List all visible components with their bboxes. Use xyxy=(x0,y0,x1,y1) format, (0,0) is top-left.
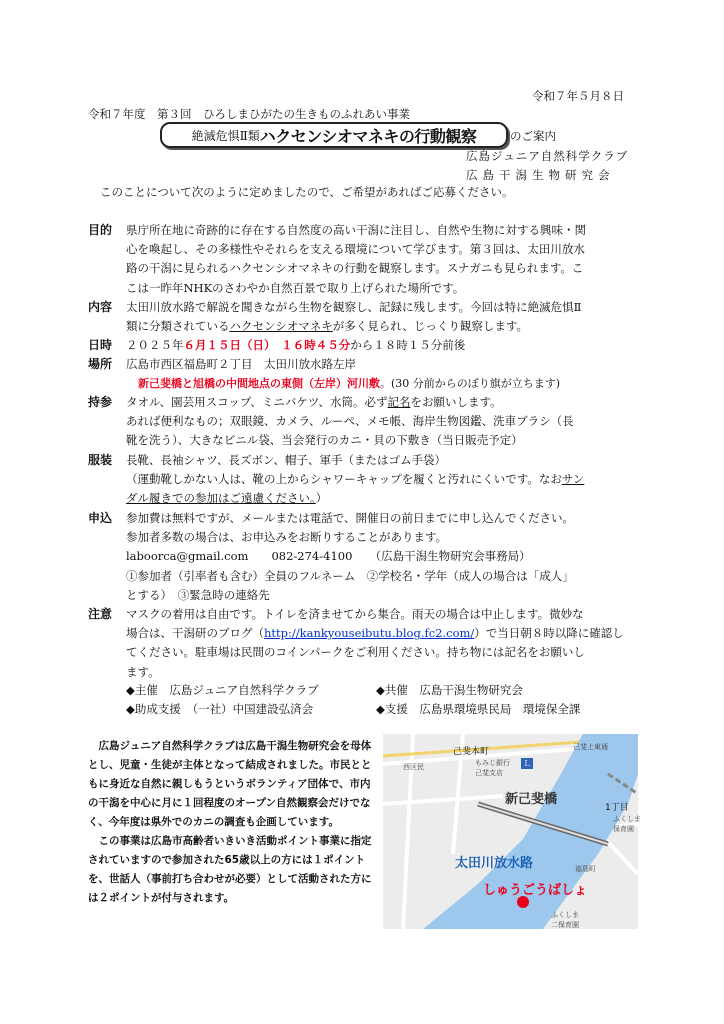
items-text: をお願いします。 xyxy=(410,395,502,409)
section-label: 内容 xyxy=(88,300,113,314)
place-address: 広島市西区福島町２丁目 太田川放水路左岸 xyxy=(126,357,356,371)
apply-line: ①参加者（引率者も含む）全員のフルネーム ②学校名・学年（成人の場合は「成人」 xyxy=(126,568,574,583)
items-line: あれば便利なもの；双眼鏡、カメラ、ルーペ、メモ帳、海岸生物図鑑、洗車ブラシ（長 xyxy=(126,414,574,429)
notes-text: 場合は、干潟研のブログ（ xyxy=(126,626,264,641)
map-label-bank: もみじ銀行 己斐支店 xyxy=(475,759,510,777)
clothing-underline: ダル履きでの参加はご遠慮ください。 xyxy=(126,491,316,506)
map-label-school: ふくしま 二保育園 xyxy=(551,911,579,929)
content-line xyxy=(126,317,640,336)
items-text: タオル、園芸用スコップ、ミニバケツ、水筒。必ず xyxy=(126,395,388,409)
purpose-line: こは一昨年NHKのさわやか自然百景で取り上げられた場所です。 xyxy=(126,280,465,295)
apply-line: とする） ③緊急時の連絡先 xyxy=(126,587,270,602)
organizer-society: 広島干潟生物研究会 xyxy=(466,168,615,182)
items-line: 靴を洗う）、大きなビニル袋、当会発行のカニ・貝の下敷き（当日販売予定） xyxy=(126,433,523,448)
clothing-line xyxy=(126,489,640,508)
purpose-line: 路の干潟に見られるハクセンシオマネキの行動を観察します。スナガニも見られます。こ xyxy=(126,261,584,276)
species-name: ハクセンシオマネキ xyxy=(229,319,333,334)
purpose-line: 心を喚起し、その多様性やそれらを支える環境について学びます。第３回は、太田川放水 xyxy=(126,242,585,257)
sponsor-host: ◆主催 広島ジュニア自然科学クラブ xyxy=(126,683,319,697)
notes-line: ます。 xyxy=(126,664,160,679)
map-label-hoikuen: ふくしま 保育園 xyxy=(613,815,641,833)
content-text: 類に分類されている xyxy=(126,319,230,334)
points-description: この事業は広島市高齢者いきいき活動ポイント事業に指定されていますので参加された65歳以上の方には１ポイントを、世話人（事前打ち合わせが必要）として活動された方には２ポイントが付与されます。 xyxy=(88,835,372,904)
title-suffix: のご案内 xyxy=(510,129,556,143)
items-underline: 記名 xyxy=(387,395,411,409)
event-time: １６時４５分 xyxy=(281,338,351,352)
section-label: 注意 xyxy=(88,607,113,621)
title-prefix: 絶滅危惧Ⅱ類 xyxy=(191,128,260,143)
place-note: 。(30 分前からのぼり旗が立ちます) xyxy=(380,377,561,391)
issue-date: 令和７年５月８日 xyxy=(532,89,624,103)
organizer-club: 広島ジュニア自然科学クラブ xyxy=(466,149,629,163)
apply-office: （広島干潟生物研究会事務局） xyxy=(375,549,531,564)
blog-link[interactable]: http://kankyouseibutu.blog.fc2.com/ xyxy=(264,626,475,641)
sponsor-support: ◆支援 広島県環境県民局 環境保全課 xyxy=(376,702,581,717)
club-info xyxy=(88,737,378,908)
map-label-1chome: 1丁目 xyxy=(605,803,629,813)
apply-contact xyxy=(126,547,640,566)
notes-line: てください。駐車場は民間のコインパークをご利用ください。持ち物には記名をお願いし xyxy=(126,645,585,660)
content-line: 太田川放水路で解説を聞きながら生物を観察し、記録に残します。今回は特に絶滅危惧Ⅱ xyxy=(126,300,582,314)
section-label: 目的 xyxy=(88,223,113,237)
clothing-line xyxy=(126,470,640,489)
section-label: 申込 xyxy=(88,511,113,525)
clothing-text: ） xyxy=(315,491,328,506)
section-label: 持参 xyxy=(88,395,113,409)
sponsor-list xyxy=(126,681,626,719)
title-main: ハクセンシオマネキの行動観察 xyxy=(259,126,477,146)
map-label-river: 太田川放水路 xyxy=(455,856,534,871)
apply-phone[interactable]: 082-274-4100 xyxy=(271,549,353,564)
map-label-bridge: 新己斐橋 xyxy=(505,792,558,807)
location-map xyxy=(383,734,641,929)
clothing-underline: サン xyxy=(561,472,585,487)
sponsor-cohost: ◆共催 広島干潟生物研究会 xyxy=(376,683,523,697)
clothing-line: 長靴、長袖シャツ、長ズボン、帽子、軍手（またはゴム手袋） xyxy=(126,453,447,467)
event-name: 令和７年度 第３回 ひろしまひがたの生きものふれあい事業 xyxy=(88,107,410,121)
notes-line: マスクの着用は自由です。トイレを済ませてから集合。雨天の場合は中止します。微妙な xyxy=(126,607,584,621)
section-label: 日時 xyxy=(88,338,113,352)
purpose-line: 県庁所在地に奇跡的に存在する自然度の高い干潟に注目し、自然や生物に対する興味・関 xyxy=(126,223,586,237)
map-label-lawson: Ｌ xyxy=(523,759,531,768)
apply-email[interactable]: laboorca@gmail.com xyxy=(126,549,249,564)
meeting-spot: 新己斐橋と旭橋の中間地点の東側（左岸）河川敷 xyxy=(138,377,380,391)
event-time-rest: から１８時１５分前後 xyxy=(350,338,466,352)
sponsor-grant: ◆助成支援 （一社）中国建設弘済会 xyxy=(126,702,314,717)
map-label-meeting-point: しゅうごうばしょ xyxy=(483,883,588,898)
section-label: 場所 xyxy=(88,357,113,371)
items-line xyxy=(126,393,640,412)
title-banner xyxy=(160,122,508,148)
intro-text: このことについて次のように定めましたので、ご希望があればご応募ください。 xyxy=(100,185,514,199)
event-day: ６月１５日（日） xyxy=(183,338,270,352)
clothing-text: （運動靴しかない人は、靴の上からシャワーキャップを履くと汚れにくいです。なお xyxy=(126,472,562,487)
content-text: が多く見られ、じっくり観察します。 xyxy=(332,319,528,334)
map-label-koi-kamiyama: 己斐上東通 xyxy=(573,743,608,751)
map-label-koi-honmachi: 己斐本町 xyxy=(453,747,490,757)
map-label-fukushima: 福島町 xyxy=(575,865,596,873)
notes-line xyxy=(126,624,640,643)
map-label-nishi: 西区民 xyxy=(403,763,424,771)
club-description: 広島ジュニア自然科学クラブは広島干潟生物研究会を母体とし、児童・生徒が主体となって結成されました。市民とともに身近な自然に親しもうというボランティア団体で、市内の干潟を中心に月に１回程度のオープン自然観察会だけでなく、今年度は県外でのカニの調査も企画しています。 xyxy=(88,740,372,828)
notes-text: ）で当日朝８時以降に確認し xyxy=(474,626,624,641)
section-label: 服装 xyxy=(88,453,113,467)
apply-line: 参加費は無料ですが、メールまたは電話で、開催日の前日までに申し込んでください。 xyxy=(126,511,575,525)
event-year: ２０２５年 xyxy=(126,338,184,352)
apply-line: 参加者多数の場合は、お申込みをお断りすることがあります。 xyxy=(126,530,448,545)
